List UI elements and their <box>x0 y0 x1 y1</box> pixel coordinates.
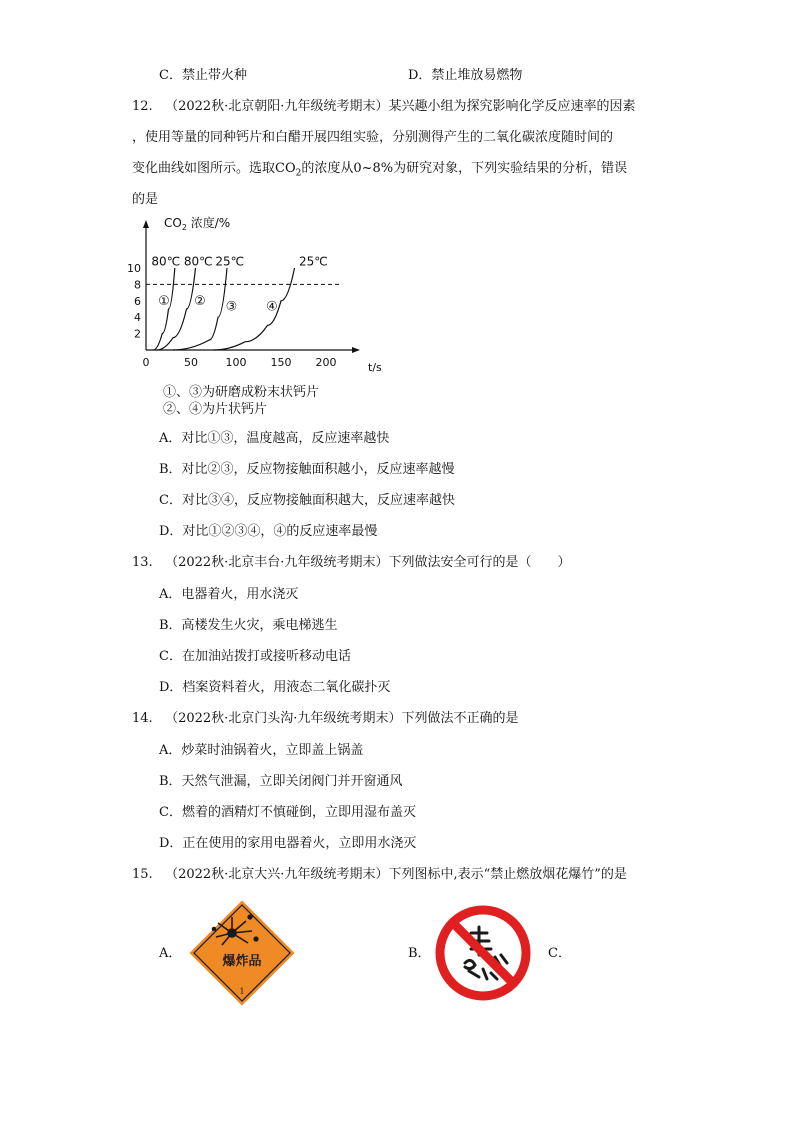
x-tick-label: 0 <box>142 356 150 369</box>
q14-number: 14. <box>132 711 153 726</box>
co2-subscript: 2 <box>295 168 302 179</box>
y-tick-label: 6 <box>134 294 141 308</box>
q14-option-b: B．天然气泄漏，立即关闭阀门并开窗通风 <box>159 774 403 789</box>
chart-caption-1: ①、③为研磨成粉末状钙片 <box>163 385 320 400</box>
q14-option-d: D．正在使用的家用电器着火，立即用水浇灭 <box>159 836 417 851</box>
q14-option-c: C．燃着的酒精灯不慎碰倒，立即用湿布盖灭 <box>159 805 416 820</box>
x-tick-label: 200 <box>315 356 337 369</box>
q15-source: （2022秋·北京大兴·九年级统考期末） <box>165 867 389 882</box>
q15-stem: 下列图标中,表示“禁止燃放烟花爆竹”的是 <box>388 867 627 882</box>
co2-concentration-chart <box>126 212 382 380</box>
q12-stem-part3 <box>132 159 627 179</box>
y-tick-label: 10 <box>127 262 141 275</box>
q13-source: （2022秋·北京丰台·九年级统考期末） <box>165 555 389 570</box>
series-number-label-3: ③ <box>225 299 238 315</box>
q15-line <box>132 865 627 885</box>
q13-number: 13. <box>132 555 153 570</box>
q12-option-d: D．对比①②③④，④的反应速率最慢 <box>159 524 378 539</box>
series-temp-label-3: 25℃ <box>215 254 245 269</box>
q12-stem-part2: ，使用等量的同种钙片和白醋开展四组实验，分别测得产生的二氧化碳浓度随时间的 <box>132 130 614 145</box>
q13-option-c: C．在加油站拨打或接听移动电话 <box>159 649 351 664</box>
series-number-label-1: ① <box>158 293 170 309</box>
x-tick-label: 50 <box>184 356 198 369</box>
q12-stem-part1: 某兴趣小组为探究影响化学反应速率的因素 <box>388 99 636 114</box>
explosive-warning-sign <box>186 897 298 1013</box>
explosive-label: 爆炸品 <box>222 954 262 969</box>
x-axis-arrow <box>352 347 360 353</box>
q14-option-a: A．炒菜时油锅着火，立即盖上锅盖 <box>159 743 364 758</box>
prev-option-c: C．禁止带火种 <box>159 68 247 83</box>
q15-label-c: C． <box>548 946 571 961</box>
x-tick-label: 150 <box>270 356 292 369</box>
y-tick-label: 4 <box>134 311 141 325</box>
y-tick-label: 8 <box>134 278 141 292</box>
hazard-class-number: 1 <box>239 987 245 996</box>
q12-stem-part3b: 的浓度从0~8%为研究对象，下列实验结果的分析，错误 <box>301 161 628 176</box>
q14-source: （2022秋·北京门头沟·九年级统考期末） <box>165 711 402 726</box>
q12-option-a: A．对比①③，温度越高，反应速率越快 <box>159 431 390 446</box>
no-fireworks-sign <box>435 905 531 1005</box>
q13-line <box>132 553 570 573</box>
q14-line <box>132 709 518 729</box>
series-temp-label-4: 25℃ <box>299 254 328 269</box>
q15-label-b: B． <box>408 946 431 961</box>
q15-number: 15. <box>132 867 153 882</box>
q15-label-a: A． <box>159 946 182 961</box>
prev-option-d: D．禁止堆放易燃物 <box>408 68 523 83</box>
series-number-label-2: ② <box>194 293 206 309</box>
series-temp-label-2: 80℃ <box>183 254 213 269</box>
series-curve-1 <box>153 268 175 350</box>
q12-stem-part3a: 变化曲线如图所示。选取CO <box>132 161 296 176</box>
q13-option-d: D．档案资料着火，用液态二氧化碳扑灭 <box>159 680 391 695</box>
q13-stem: 下列做法安全可行的是（ ） <box>388 555 571 570</box>
q13-option-a: A．电器着火，用水浇灭 <box>159 587 299 602</box>
q12-option-b: B．对比②③，反应物接触面积越小，反应速率越慢 <box>159 462 455 477</box>
q14-stem: 下列做法不正确的是 <box>401 711 519 726</box>
x-axis-title: t/s <box>368 361 382 374</box>
q12-source: （2022秋·北京朝阳·九年级统考期末） <box>165 99 389 114</box>
chart-caption-2: ②、④为片状钙片 <box>163 402 268 417</box>
series-number-label-4: ④ <box>266 299 278 315</box>
y-tick-label: 2 <box>134 327 141 341</box>
q13-option-b: B．高楼发生火灾，乘电梯逃生 <box>159 618 338 633</box>
series-curve-2 <box>157 268 196 350</box>
q12-number: 12. <box>132 99 153 114</box>
q12-option-c: C．对比③④，反应物接触面积越大，反应速率越快 <box>159 493 455 508</box>
x-tick-label: 100 <box>225 356 247 369</box>
series-curve-3 <box>173 268 227 350</box>
chart-svg <box>126 212 382 380</box>
y-axis-title: $CO_2$ 浓度/% <box>164 216 231 232</box>
y-axis-arrow <box>143 220 149 228</box>
q12-line1 <box>132 97 635 117</box>
series-temp-label-1: 80℃ <box>151 254 181 269</box>
q12-stem-part4: 的是 <box>132 192 159 207</box>
